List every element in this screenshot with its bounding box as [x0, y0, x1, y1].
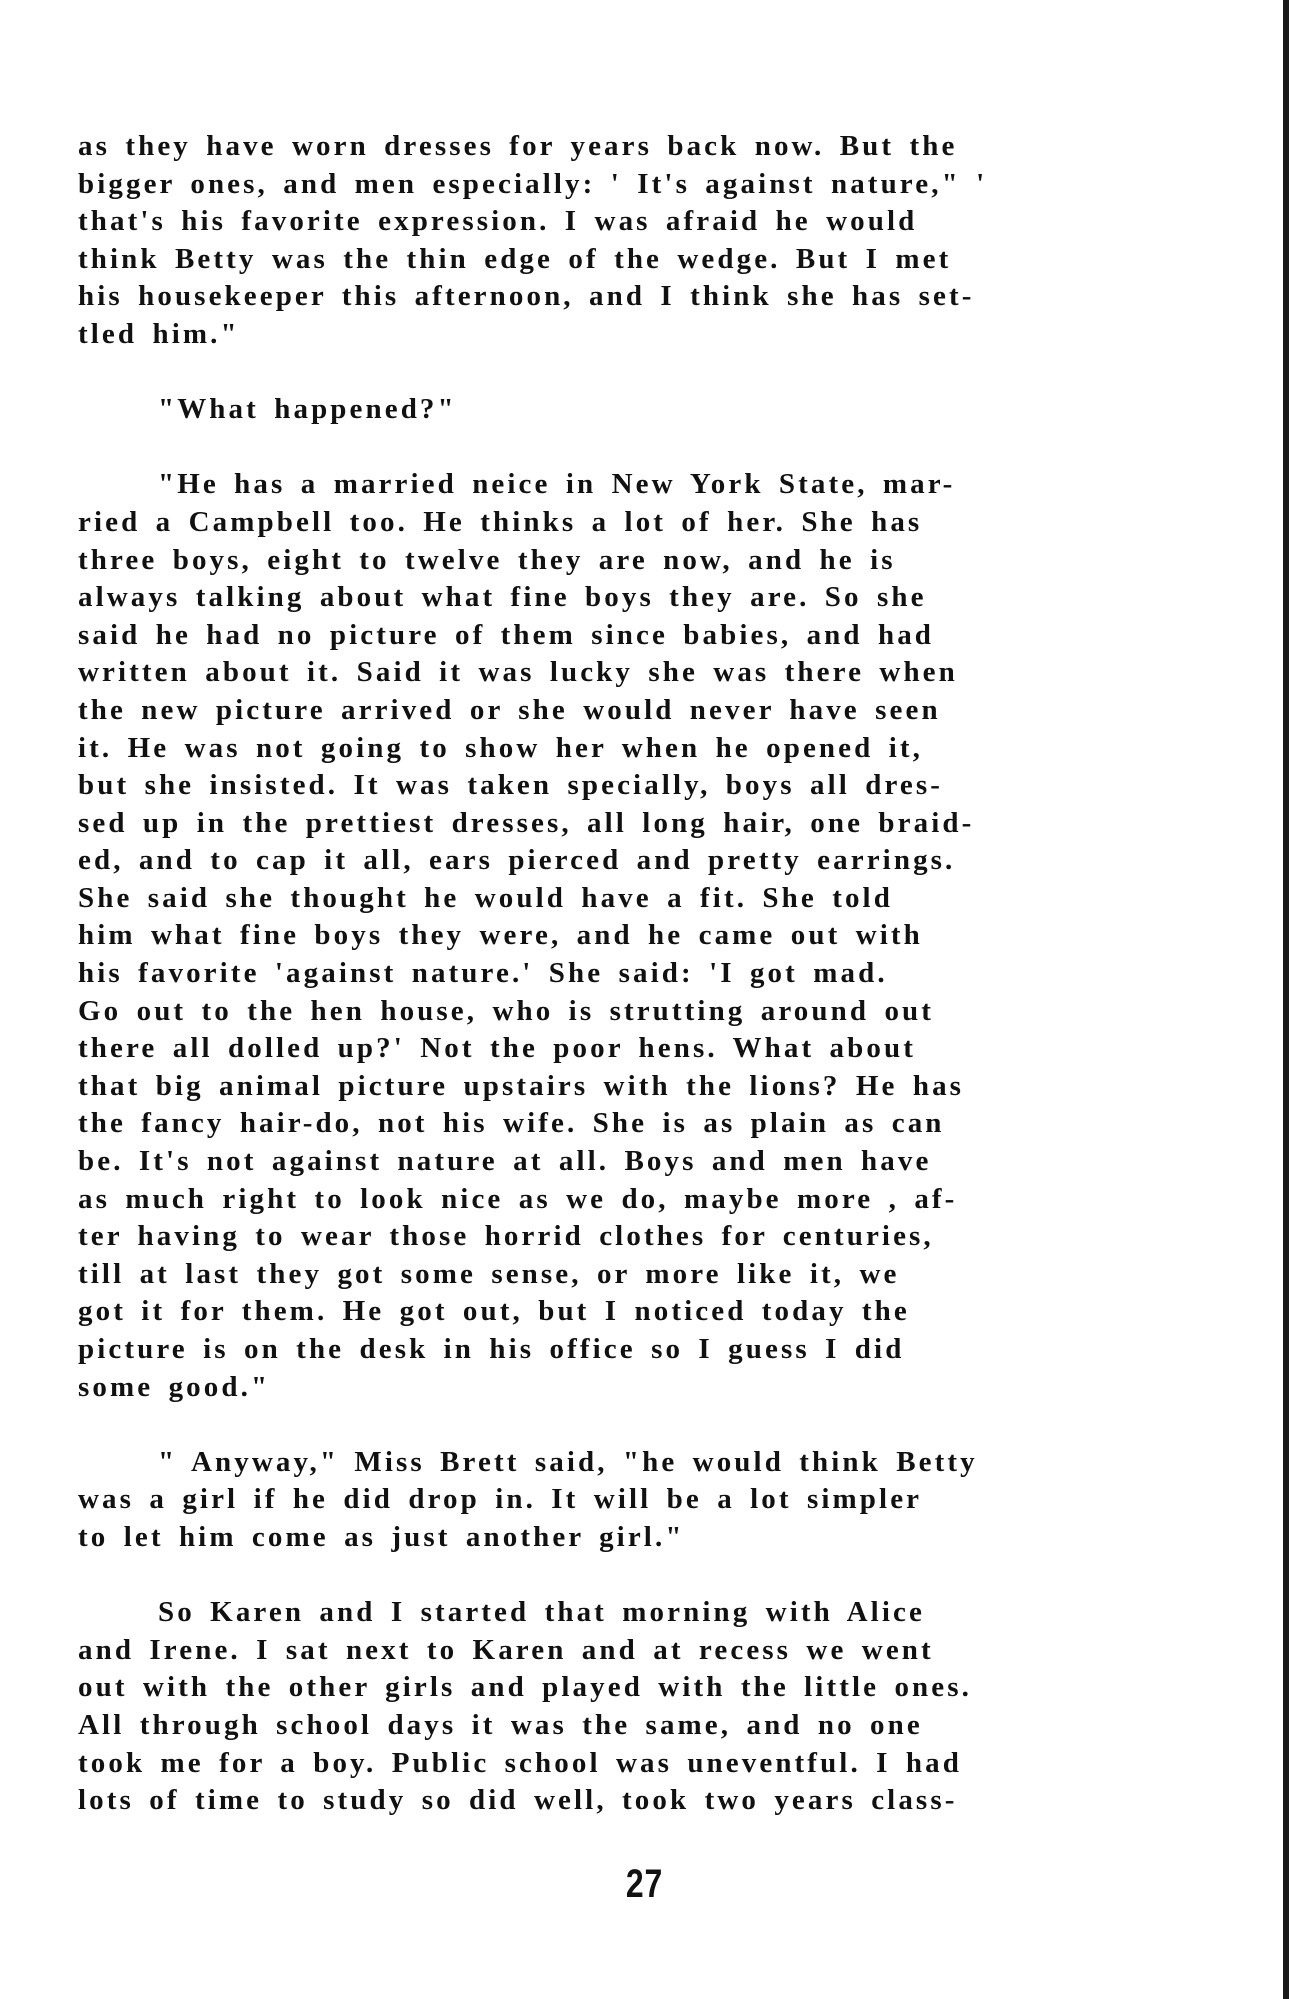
text-line: always talking about what fine boys they are. So she — [78, 581, 927, 614]
text-line: She said she thought he would have a fit. She told — [78, 881, 893, 914]
paragraph — [78, 391, 1143, 429]
text-line: but she insisted. It was taken specially, boys all dres- — [78, 769, 944, 802]
body-text — [78, 128, 1143, 1820]
text-line: his favorite 'against nature.' She said: 'I got mad. — [78, 957, 888, 990]
page-number: 27 — [625, 1862, 664, 1906]
text-line: as they have worn dresses for years back now. But the — [78, 130, 958, 162]
text-line: "What happened?" — [158, 393, 457, 426]
text-line: the fancy hair-do, not his wife. She is as plain as can — [78, 1107, 945, 1140]
text-line: some good." — [78, 1370, 271, 1403]
text-line: took me for a boy. Public school was uneventful. I had — [78, 1746, 962, 1779]
text-line: that big animal picture upstairs with the lions? He has — [78, 1069, 965, 1102]
text-line: three boys, eight to twelve they are now, and he is — [78, 543, 896, 576]
text-line: there all dolled up?' Not the poor hens. What about — [78, 1032, 916, 1065]
paragraph — [78, 1594, 1143, 1820]
text-line: Go out to the hen house, who is strutting around out — [78, 994, 935, 1027]
text-line: All through school days it was the same, and no one — [78, 1708, 923, 1741]
text-line: be. It's not against nature at all. Boys and men have — [78, 1145, 932, 1178]
text-line: got it for them. He got out, but I noticed today the — [78, 1295, 910, 1328]
paragraph — [78, 466, 1143, 1406]
page-edge — [1283, 0, 1289, 1999]
text-line: ed, and to cap it all, ears pierced and pretty earrings. — [78, 844, 956, 877]
text-line: lots of time to study so did well, took two years class- — [78, 1784, 958, 1817]
text-line: " Anyway," Miss Brett said, "he would think Betty — [158, 1445, 978, 1478]
text-line: written about it. Said it was lucky she was there when — [78, 656, 958, 689]
text-line: that's his favorite expression. I was afraid he would — [78, 205, 918, 238]
paragraph-gap — [78, 1557, 1143, 1595]
text-line: out with the other girls and played with the little ones. — [78, 1671, 972, 1704]
text-line: said he had no picture of them since babies, and had — [78, 618, 935, 651]
paragraph-gap — [78, 1406, 1143, 1444]
text-line: as much right to look nice as we do, maybe more , af- — [78, 1182, 958, 1215]
paragraph-gap — [78, 429, 1143, 467]
paragraph — [78, 1444, 1143, 1557]
text-line: it. He was not going to show her when he opened it, — [78, 731, 923, 764]
paragraph-gap — [78, 354, 1143, 392]
text-line: and Irene. I sat next to Karen and at recess we went — [78, 1633, 934, 1666]
text-line: picture is on the desk in his office so I guess I did — [78, 1333, 905, 1365]
text-line: till at last they got some sense, or more like it, we — [78, 1257, 900, 1290]
text-line: "He has a married neice in New York State, mar- — [158, 468, 956, 501]
text-line: So Karen and I started that morning with Alice — [158, 1596, 925, 1629]
text-line: his housekeeper this afternoon, and I think she has set- — [78, 280, 975, 313]
paragraph — [78, 128, 1143, 354]
text-line: the new picture arrived or she would never have seen — [78, 693, 941, 726]
text-line: think Betty was the thin edge of the wedge. But I met — [78, 242, 952, 275]
text-line: ter having to wear those horrid clothes for centuries, — [78, 1220, 934, 1253]
text-line: sed up in the prettiest dresses, all long hair, one braid- — [78, 806, 975, 839]
text-line: ried a Campbell too. He thinks a lot of her. She has — [78, 505, 923, 538]
text-line: was a girl if he did drop in. It will be a lot simpler — [78, 1483, 923, 1516]
text-line: tled him." — [78, 317, 240, 350]
text-line: to let him come as just another girl." — [78, 1520, 685, 1553]
text-line: bigger ones, and men especially: ' It's against nature," ' — [78, 167, 988, 200]
text-line: him what fine boys they were, and he came out with — [78, 919, 923, 952]
